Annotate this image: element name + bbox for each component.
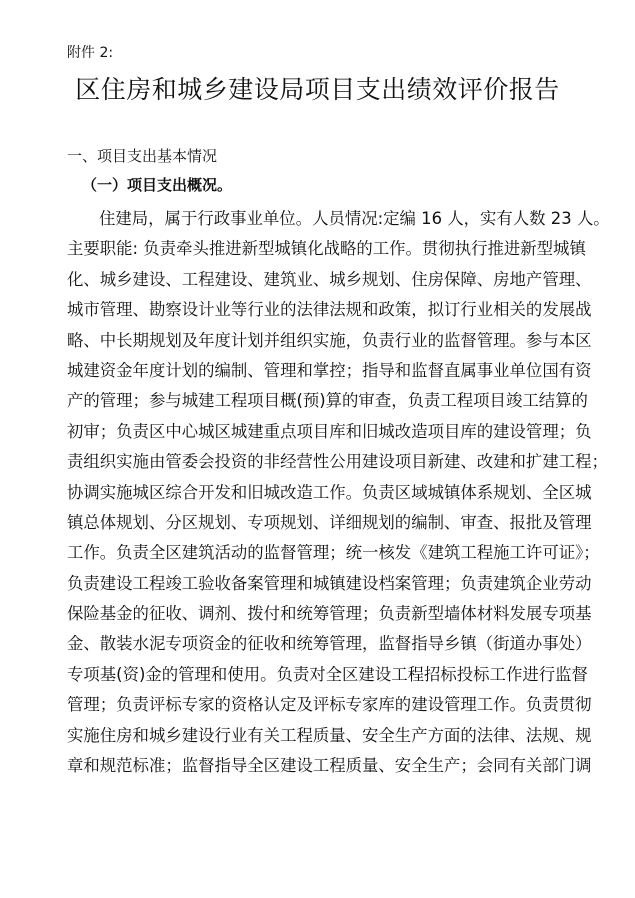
paragraph-line: 略、中长期规划及年度计划并组织实施，负责行业的监督管理。参与本区 [67, 330, 592, 350]
paragraph-line: 管理；负责评标专家的资格认定及评标专家库的建设管理工作。负责贯彻 [67, 695, 592, 715]
paragraph-line: 章和规范标准；监督指导全区建设工程质量、安全生产；会同有关部门调 [67, 756, 592, 776]
paragraph-line: 初审；负责区中心城区城建重点项目库和旧城改造项目库的建设管理；负 [67, 421, 592, 441]
paragraph-line: 主要职能: 负责牵头推进新型城镇化战略的工作。贯彻执行推进新型城镇 [67, 239, 586, 259]
paragraph-line: 保险基金的征收、调剂、拨付和统筹管理；负责新型墙体材料发展专项基 [67, 604, 592, 624]
paragraph-line: 责组织实施由管委会投资的非经营性公用建设项目新建、改建和扩建工程； [67, 452, 608, 472]
paragraph-line: 专项基(资)金的管理和使用。负责对全区建设工程招标投标工作进行监督 [67, 664, 588, 684]
section-heading: 一、项目支出基本情况 [67, 147, 218, 165]
paragraph-line: 产的管理；参与城建工程项目概(预)算的审查，负责工程项目竣工结算的 [67, 391, 588, 411]
paragraph-line: 金、散装水泥专项资金的征收和统筹管理，监督指导乡镇（街道办事处） [67, 634, 592, 654]
paragraph-line: 负责建设工程竣工验收备案管理和城镇建设档案管理；负责建筑企业劳动 [67, 573, 592, 593]
attachment-label: 附件 2: [67, 45, 114, 61]
paragraph-line: 实施住房和城乡建设行业有关工程质量、安全生产方面的法律、法规、规 [67, 725, 592, 745]
paragraph-line: 城市管理、勘察设计业等行业的法律法规和政策，拟订行业相关的发展战 [67, 300, 592, 320]
report-title: 区住房和城乡建设局项目支出绩效评价报告 [75, 75, 560, 104]
paragraph-line: 镇总体规划、分区规划、专项规划、详细规划的编制、审查、报批及管理 [67, 512, 592, 532]
paragraph-line: 工作。负责全区建筑活动的监督管理；统一核发《建筑工程施工许可证》； [67, 543, 600, 563]
subsection-heading: （一）项目支出概况。 [82, 176, 233, 194]
paragraph-line: 化、城乡建设、工程建设、建筑业、城乡规划、住房保障、房地产管理、 [67, 269, 592, 289]
paragraph-line: 协调实施城区综合开发和旧城改造工作。负责区域城镇体系规划、全区城 [67, 482, 592, 502]
paragraph-line: 城建资金年度计划的编制、管理和掌控；指导和监督直属事业单位国有资 [67, 360, 592, 380]
paragraph-line: 住建局，属于行政事业单位。人员情况:定编 16 人，实有人数 23 人。 [99, 209, 610, 228]
body-paragraph [67, 204, 610, 781]
